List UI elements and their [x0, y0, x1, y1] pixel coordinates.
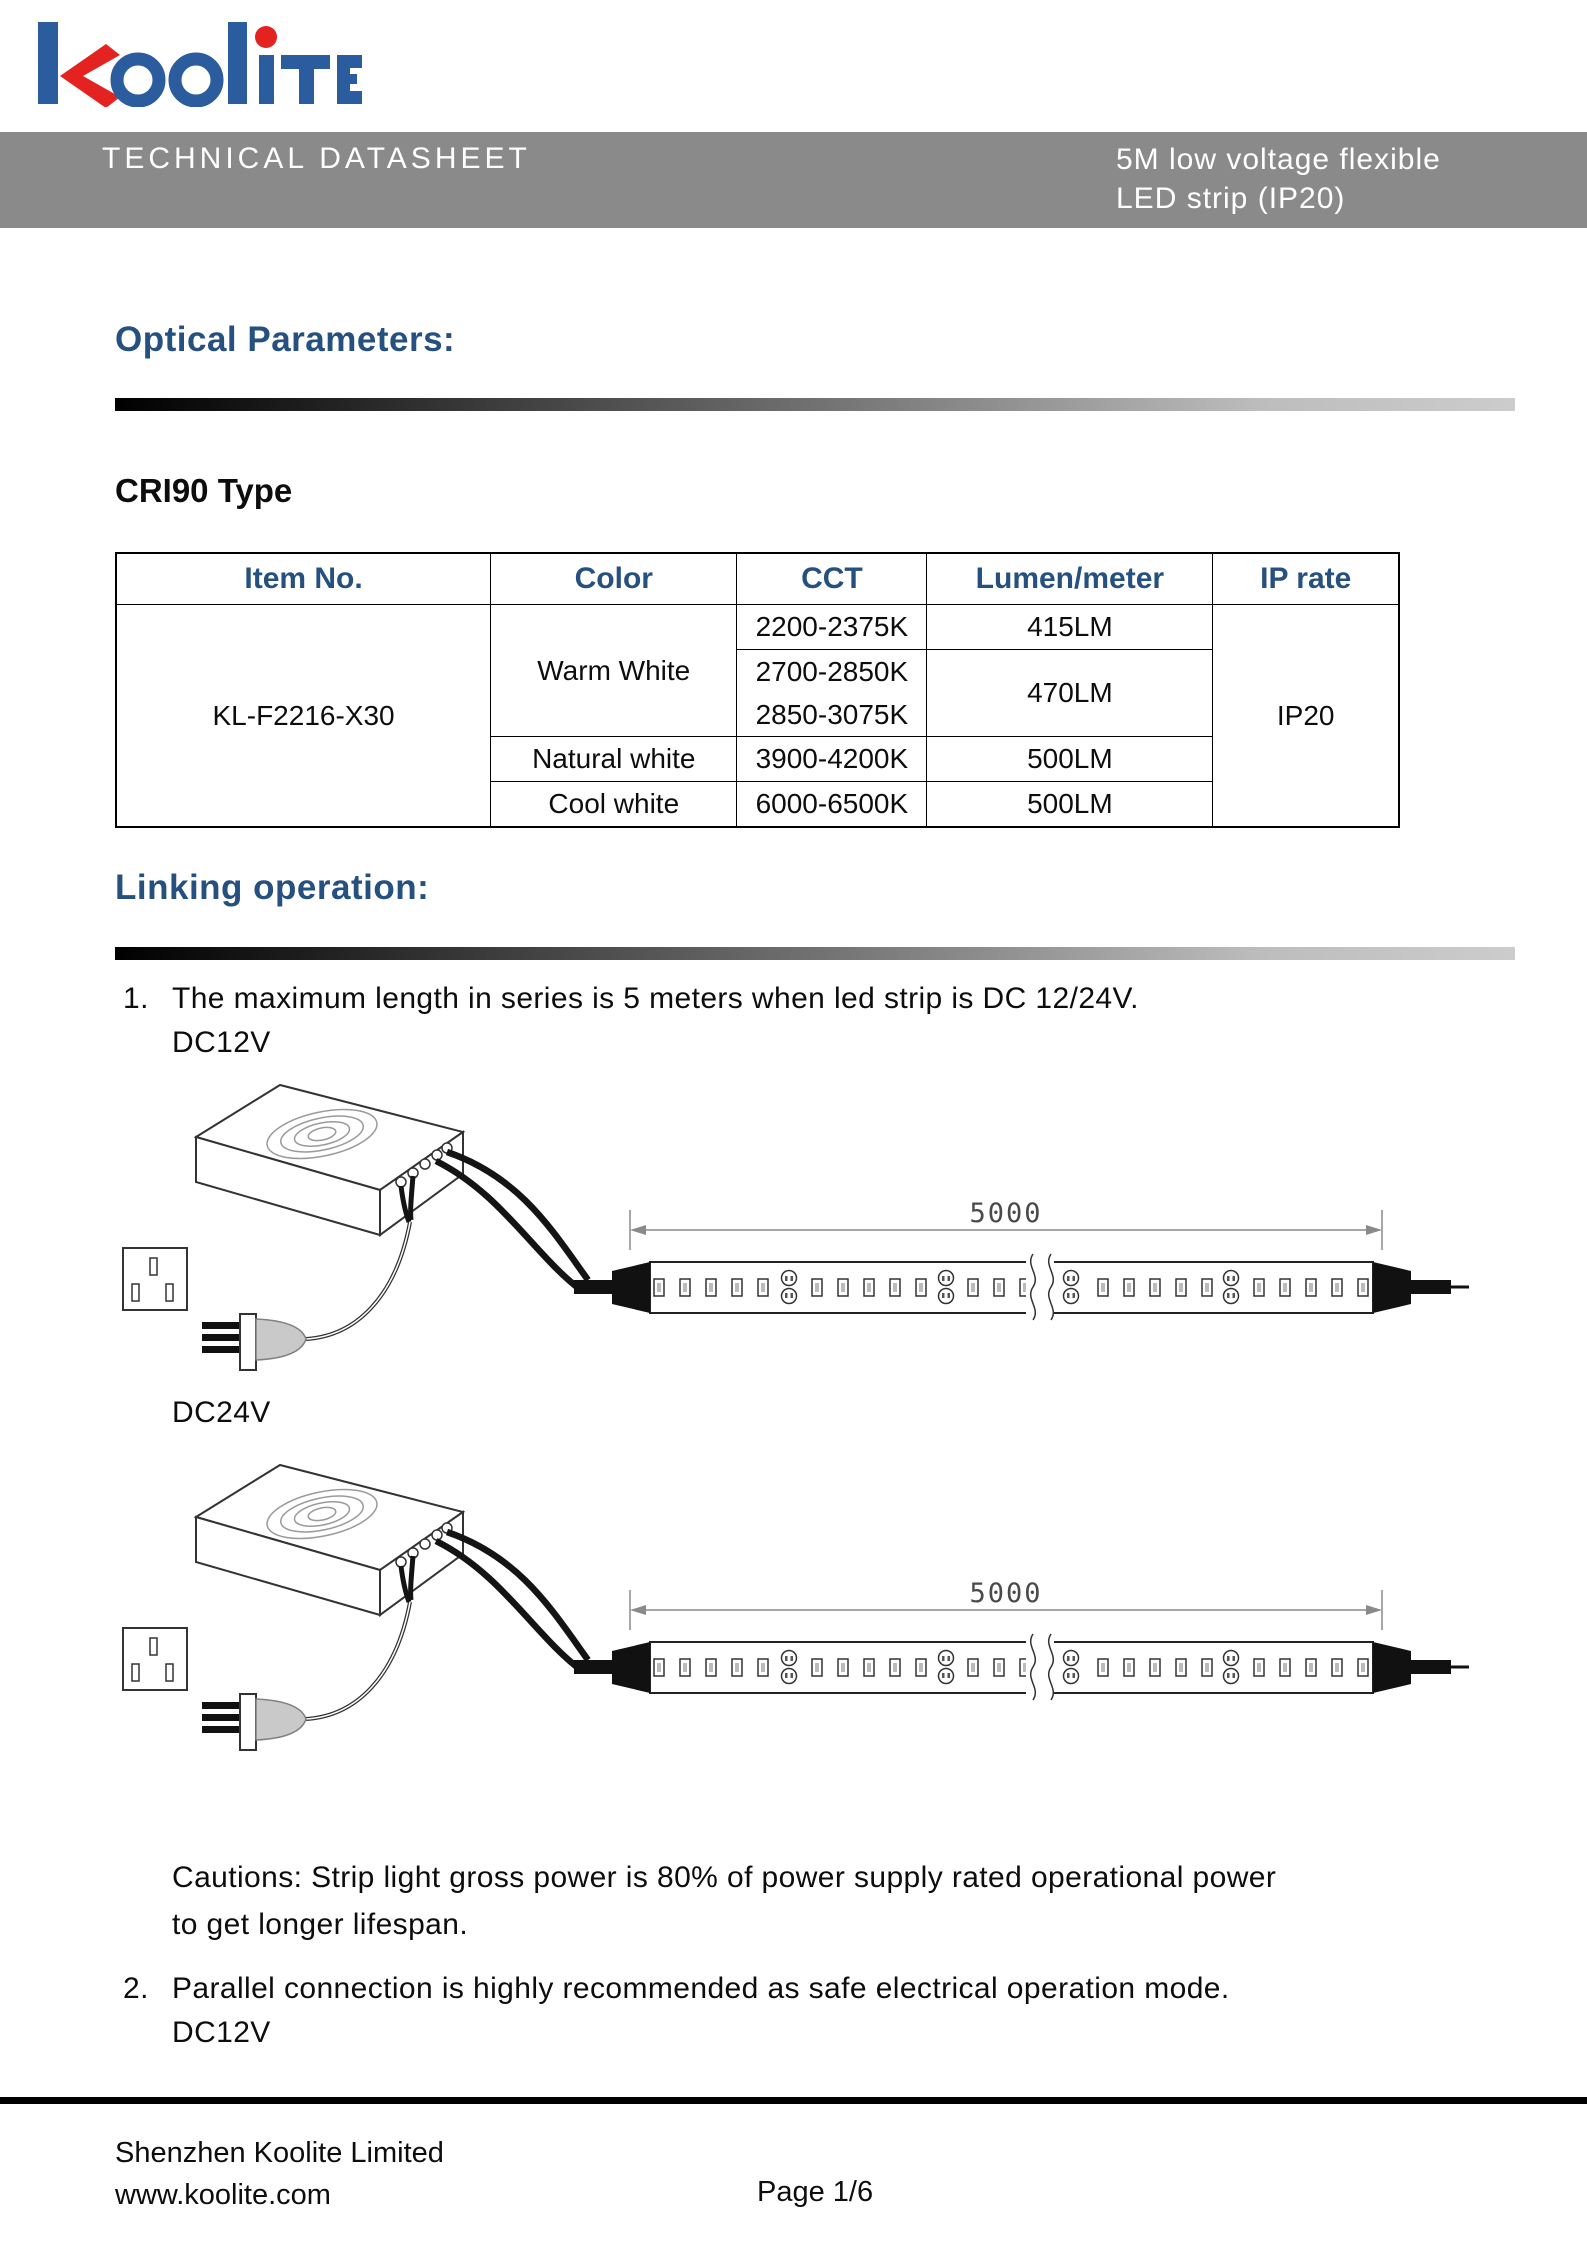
col-header-item-no: Item No.: [116, 553, 491, 605]
company-name: Shenzhen Koolite Limited: [115, 2137, 444, 2169]
list-item-1: [123, 982, 1503, 1016]
footer-company-block: [115, 2132, 444, 2216]
dc24v-connection-diagram: [100, 1442, 1500, 1772]
logo-k: [38, 22, 120, 107]
list-number: 2.: [123, 1972, 149, 2005]
color-warm-white-cell: Warm White: [491, 605, 737, 737]
page-number: Page 1/6: [757, 2176, 874, 2208]
footer-divider: [0, 2097, 1587, 2104]
list-item-2-text: Parallel connection is highly recommended as safe electrical operation mode.: [172, 1972, 1230, 2005]
koolite-logo: [38, 22, 363, 107]
section-divider: [115, 398, 1515, 411]
table-header-row: [116, 553, 1399, 605]
company-website: www.koolite.com: [115, 2179, 331, 2211]
dc12v-connection-diagram: [100, 1062, 1500, 1392]
dc24v-label: DC24V: [172, 1396, 271, 1429]
col-header-lumen: Lumen/meter: [927, 553, 1213, 605]
product-title-line2: LED strip (IP20): [1116, 182, 1346, 215]
section-title-linking: Linking operation:: [115, 868, 430, 907]
dc12v-label-2: DC12V: [172, 2016, 271, 2049]
cct-cell: 2200-2375K: [737, 605, 927, 650]
dc12v-label: DC12V: [172, 1026, 271, 1059]
color-cool-white-cell: Cool white: [491, 782, 737, 828]
cct-cell: 2700-2850K 2850-3075K: [737, 650, 927, 737]
item-no-cell: KL-F2216-X30: [116, 605, 491, 828]
section-title-optical: Optical Parameters:: [115, 320, 456, 359]
list-item-1-text: The maximum length in series is 5 meters when led strip is DC 12/24V.: [172, 982, 1139, 1015]
list-number: 1.: [123, 982, 149, 1015]
logo-i: [255, 26, 277, 104]
caution-note: [172, 1854, 1552, 1948]
ip-rate-cell: IP20: [1213, 605, 1399, 828]
cri90-subheading: CRI90 Type: [115, 472, 293, 509]
color-natural-white-cell: Natural white: [491, 737, 737, 782]
col-header-ip-rate: IP rate: [1213, 553, 1399, 605]
logo-te: [281, 55, 362, 104]
cct-cell: 6000-6500K: [737, 782, 927, 828]
logo-oo: [117, 59, 217, 101]
caution-line2: to get longer lifespan.: [172, 1908, 469, 1941]
caution-line1: Cautions: Strip light gross power is 80% of power supply rated operational power: [172, 1861, 1277, 1894]
section-divider: [115, 947, 1515, 960]
logo-l: [228, 22, 247, 104]
lumen-cell: 500LM: [927, 737, 1213, 782]
optical-parameters-table: [115, 552, 1400, 828]
lumen-cell: 415LM: [927, 605, 1213, 650]
lumen-cell: 470LM: [927, 650, 1213, 737]
product-title: [1116, 140, 1441, 218]
col-header-color: Color: [491, 553, 737, 605]
table-row: [116, 605, 1399, 650]
lumen-cell: 500LM: [927, 782, 1213, 828]
list-item-2: [123, 1972, 1503, 2006]
cct-cell: 3900-4200K: [737, 737, 927, 782]
col-header-cct: CCT: [737, 553, 927, 605]
document-type-title: TECHNICAL DATASHEET: [102, 142, 531, 175]
title-bar: [0, 132, 1587, 228]
product-title-line1: 5M low voltage flexible: [1116, 143, 1441, 176]
